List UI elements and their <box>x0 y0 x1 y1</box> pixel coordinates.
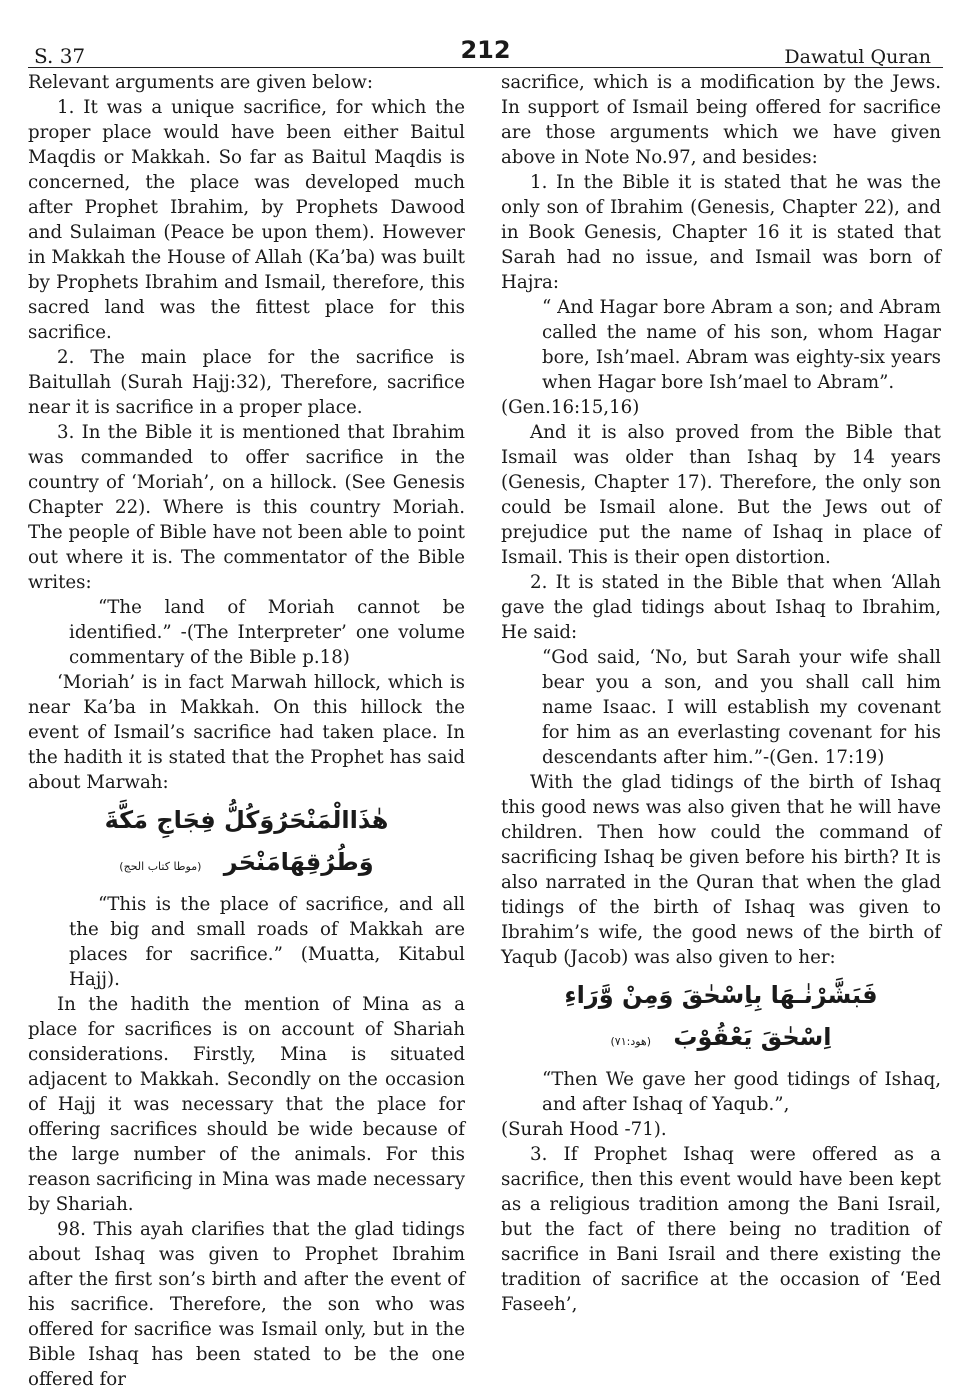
block-quote: “Then We gave her good tidings of Ishaq, and after Ishaq of Yaqub.”, <box>542 1069 941 1115</box>
arabic-line: هٰذَاالْمَنْحَرُوَكُلُّ فِجَاجِ مَكَّةَ <box>104 806 389 834</box>
arabic-citation: (هود:٧١) <box>610 1035 652 1048</box>
paragraph: sacrifice, which is a modification by the Jews. In support of Ismail being offered for sacrifice are those arguments which we have given above in Note No.97, and besides: <box>501 72 941 168</box>
right-column <box>501 70 941 1317</box>
quote-reference: (Gen.16:15,16) <box>501 397 640 418</box>
arabic-verse <box>501 970 941 1067</box>
page-number: 212 <box>460 36 511 64</box>
surah-label: S. 37 <box>34 44 86 68</box>
block-quote: “God said, ‘No, but Sarah your wife shall bear you a son, and you shall call him name Isaac. I will establish my covenant for him as an everlasting covenant for his descendants after him.”-(Gen. 17:19) <box>542 647 941 768</box>
quote-reference: (Surah Hood -71). <box>501 1119 667 1140</box>
arabic-hadith <box>28 795 465 892</box>
header-rule <box>28 67 943 68</box>
arabic-line-with-citation <box>501 1016 941 1063</box>
left-column <box>28 70 465 1392</box>
book-title: Dawatul Quran <box>784 46 931 68</box>
paragraph: With the glad tidings of the birth of Ishaq this good news was also given that he will have children. Then how could the command of sacrificing Ishaq be given before his birth? It is also narrated in the Quran that when the glad tidings of the birth of Ishaq was given to Ibrahim’s wife, the good news of the birth of Yaqub (Jacob) was also given to her: <box>501 772 941 968</box>
paragraph: Relevant arguments are given below: <box>28 72 373 93</box>
arabic-line: اِسْحٰقَ يَعْقُوْبَ <box>673 1023 832 1051</box>
arabic-citation: (موطا كتاب الحج) <box>119 860 202 873</box>
page-header <box>28 36 943 68</box>
block-quote: “The land of Moriah cannot be identified.” -(The Interpreter’ one volume commentary of the Bible p.18) <box>69 597 465 668</box>
paragraph: 3. In the Bible it is mentioned that Ibrahim was commanded to offer sacrifice in the country of ‘Moriah’, on a hillock. (See Genesis Chapter 22). Where is this country Moriah. The people of Bible have not been able to point out where it is. The commentator of the Bible writes: <box>28 422 465 593</box>
arabic-line: فَبَشَّرْنٰـهَا بِاِسْحٰقَ وَمِنْ وَّرَاءِ <box>564 981 878 1009</box>
paragraph: 3. If Prophet Ishaq were offered as a sacrifice, then this event would have been kept as a religious tradition among the Bani Israil, but the fact of there being no tradition of sacrifice in Bani Israil and there existing the tradition of sacrifice at the occasion of ‘Eed Faseeh’, <box>501 1144 941 1315</box>
paragraph: 2. The main place for the sacrifice is Baitullah (Surah Hajj:32), Therefore, sacrifice near it is sacrifice in a proper place. <box>28 347 465 418</box>
paragraph: In the hadith the mention of Mina as a place for sacrifices is on account of Shariah considerations. Firstly, Mina is situated adjacent to Makkah. Secondly on the occasion of Hajj it was necessary that the place for offering sacrifices should be wide because of the large number of the animals. For this reason sacrificing in Mina was made necessary by Shariah. <box>28 994 465 1215</box>
block-quote: “This is the place of sacrifice, and all the big and small roads of Makkah are places for sacrifice.” (Muatta, Kitabul Hajj). <box>69 894 465 990</box>
arabic-line: وَطُرُقِهَامَنْحَر <box>223 848 374 876</box>
paragraph: 1. In the Bible it is stated that he was the only son of Ibrahim (Genesis, Chapter 22), and in Book Genesis, Chapter 16 it is stated that Sarah had no issue, and Ismail was born of Hajra: <box>501 172 941 293</box>
paragraph: 1. It was a unique sacrifice, for which the proper place would have been either Baitul Maqdis or Makkah. So far as Baitul Maqdis is concerned, the place was developed much after Prophet Ibrahim, by Prophets Dawood and Sulaiman (Peace be upon them). However in Makkah the House of Allah (Ka’ba) was built by Prophets Ibrahim and Ismail, therefore, this sacred land was the fittest place for this sacrifice. <box>28 97 465 343</box>
arabic-line-with-citation <box>28 841 465 888</box>
paragraph: And it is also proved from the Bible that Ismail was older than Ishaq by 14 years (Genesis, Chapter 17). Therefore, the only son could be Ismail alone. But the Jews out of prejudice put the name of Ishaq in place of Ismail. This is their open distortion. <box>501 422 941 568</box>
block-quote: “ And Hagar bore Abram a son; and Abram called the name of his son, whom Hagar bore, Ish’mael. Abram was eighty-six years when Hagar bore Ish’mael to Abram”. <box>542 297 941 393</box>
paragraph: ‘Moriah’ is in fact Marwah hillock, which is near Ka’ba in Makkah. On this hillock the event of Ismail’s sacrifice had taken place. In the hadith it is stated that the Prophet has said about Marwah: <box>28 672 465 793</box>
paragraph: 2. It is stated in the Bible that when ‘Allah gave the glad tidings about Ishaq to Ibrahim, He said: <box>501 572 941 643</box>
paragraph: 98. This ayah clarifies that the glad tidings about Ishaq was given to Prophet Ibrahim after the first son’s birth and after the event of his sacrifice. Therefore, the son who was offered for sacrifice was Ismail only, but in the Bible Ishaq has been stated to be the one offered for <box>28 1219 465 1390</box>
